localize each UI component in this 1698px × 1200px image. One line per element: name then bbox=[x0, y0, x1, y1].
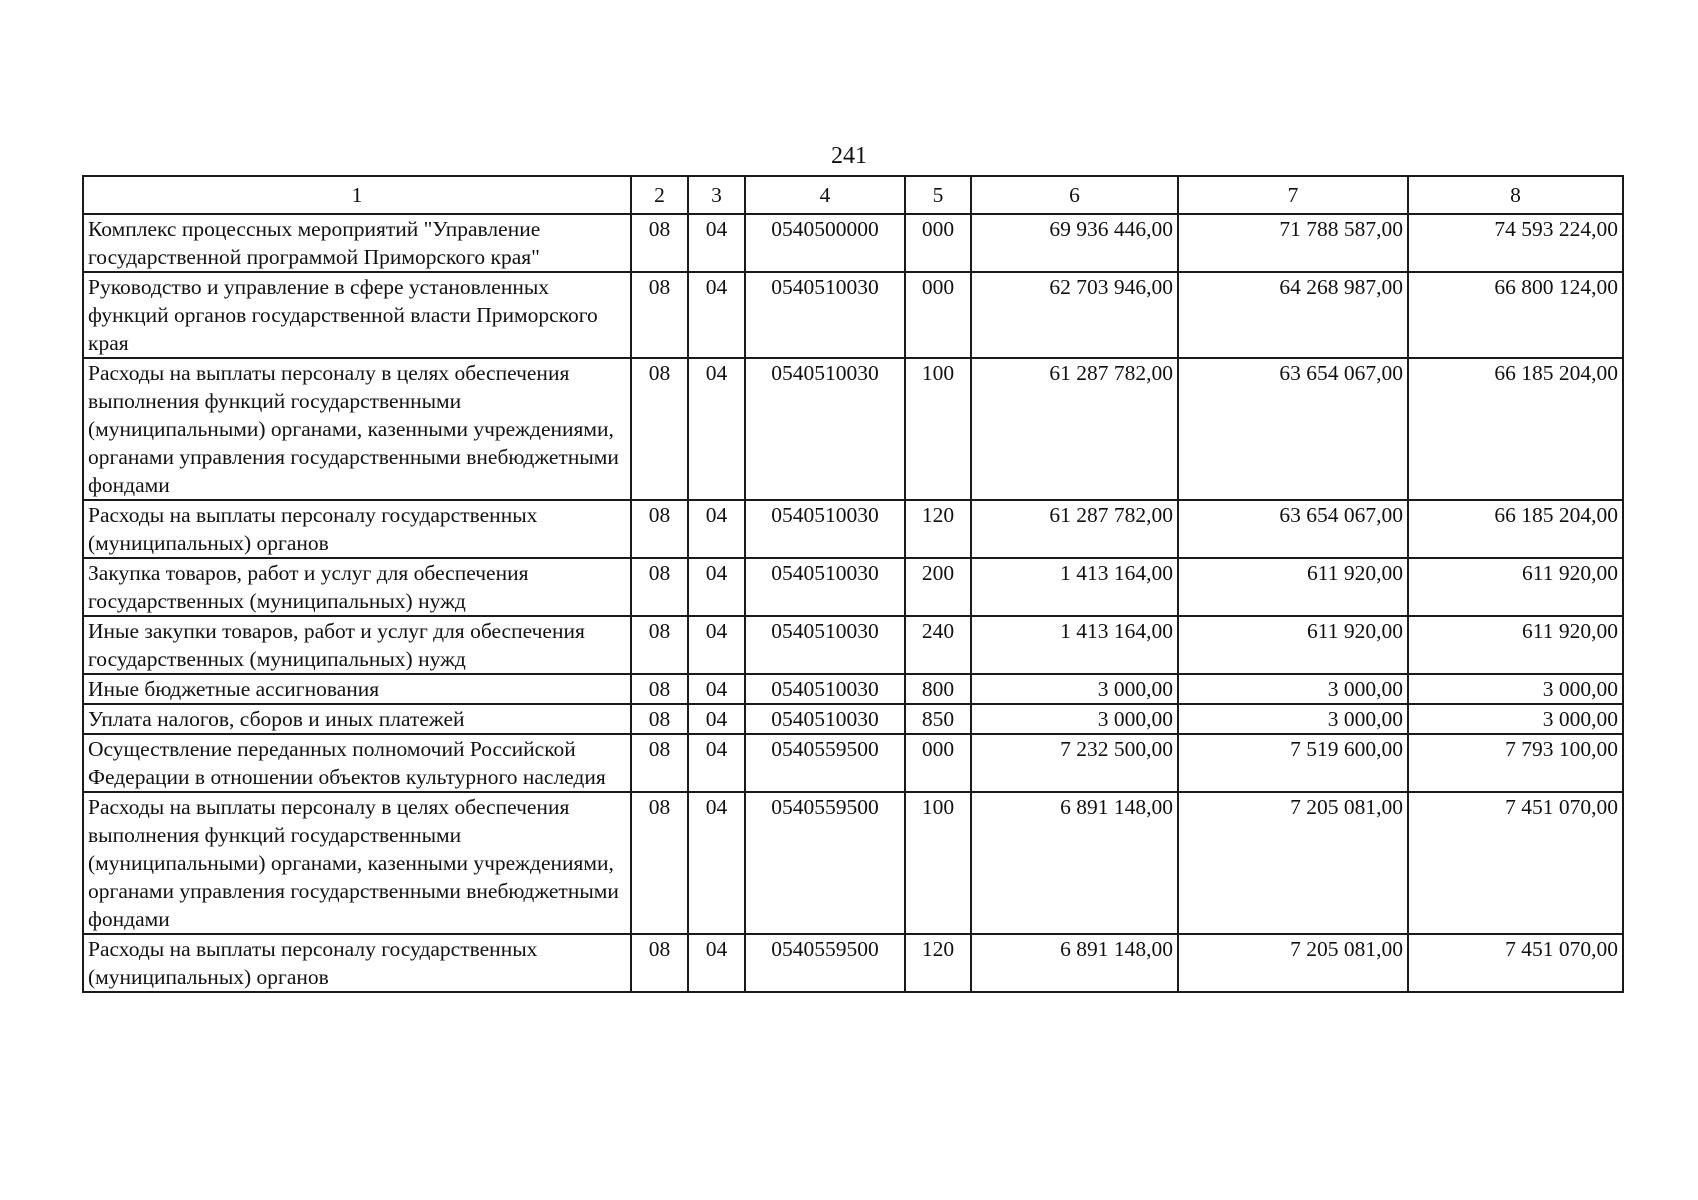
row-sum-1: 61 287 782,00 bbox=[971, 358, 1178, 500]
row-sum-1: 6 891 148,00 bbox=[971, 934, 1178, 992]
row-sum-3: 66 800 124,00 bbox=[1408, 272, 1623, 358]
row-sum-1: 1 413 164,00 bbox=[971, 616, 1178, 674]
row-razdel: 08 bbox=[631, 792, 688, 934]
row-name: Иные закупки товаров, работ и услуг для обеспечения государственных (муниципальных) нужд bbox=[83, 616, 631, 674]
row-vr: 000 bbox=[905, 734, 971, 792]
row-sum-2: 3 000,00 bbox=[1178, 674, 1408, 704]
row-podrazdel: 04 bbox=[688, 500, 745, 558]
row-vr: 000 bbox=[905, 272, 971, 358]
row-name: Расходы на выплаты персоналу государственных (муниципальных) органов bbox=[83, 500, 631, 558]
row-sum-2: 7 519 600,00 bbox=[1178, 734, 1408, 792]
row-name: Расходы на выплаты персоналу государственных (муниципальных) органов bbox=[83, 934, 631, 992]
row-razdel: 08 bbox=[631, 616, 688, 674]
row-vr: 240 bbox=[905, 616, 971, 674]
row-sum-3: 7 451 070,00 bbox=[1408, 934, 1623, 992]
row-razdel: 08 bbox=[631, 934, 688, 992]
page-number: 241 bbox=[831, 143, 867, 169]
row-sum-3: 611 920,00 bbox=[1408, 558, 1623, 616]
row-csr: 0540559500 bbox=[745, 734, 905, 792]
row-sum-2: 63 654 067,00 bbox=[1178, 358, 1408, 500]
row-sum-1: 7 232 500,00 bbox=[971, 734, 1178, 792]
row-vr: 120 bbox=[905, 934, 971, 992]
row-sum-1: 1 413 164,00 bbox=[971, 558, 1178, 616]
row-csr: 0540510030 bbox=[745, 558, 905, 616]
row-csr: 0540559500 bbox=[745, 792, 905, 934]
row-sum-1: 3 000,00 bbox=[971, 704, 1178, 734]
row-csr: 0540559500 bbox=[745, 934, 905, 992]
row-podrazdel: 04 bbox=[688, 214, 745, 272]
table-row bbox=[83, 558, 1623, 616]
row-sum-2: 611 920,00 bbox=[1178, 558, 1408, 616]
row-name: Руководство и управление в сфере установленных функций органов государственной власти Приморского края bbox=[83, 272, 631, 358]
row-razdel: 08 bbox=[631, 558, 688, 616]
row-sum-3: 66 185 204,00 bbox=[1408, 358, 1623, 500]
row-razdel: 08 bbox=[631, 500, 688, 558]
table-row bbox=[83, 674, 1623, 704]
header-row bbox=[83, 176, 1623, 214]
row-sum-2: 3 000,00 bbox=[1178, 704, 1408, 734]
table-row bbox=[83, 214, 1623, 272]
header-col-5: 5 bbox=[905, 176, 971, 214]
row-vr: 200 bbox=[905, 558, 971, 616]
row-razdel: 08 bbox=[631, 358, 688, 500]
row-sum-2: 63 654 067,00 bbox=[1178, 500, 1408, 558]
row-csr: 0540500000 bbox=[745, 214, 905, 272]
row-csr: 0540510030 bbox=[745, 674, 905, 704]
row-sum-2: 71 788 587,00 bbox=[1178, 214, 1408, 272]
row-sum-2: 64 268 987,00 bbox=[1178, 272, 1408, 358]
row-razdel: 08 bbox=[631, 674, 688, 704]
row-podrazdel: 04 bbox=[688, 934, 745, 992]
row-podrazdel: 04 bbox=[688, 616, 745, 674]
row-name: Расходы на выплаты персоналу в целях обеспечения выполнения функций государственными (муниципальными) органами, казенными учреждениями, органами управления государственными внебюджетными фондами bbox=[83, 792, 631, 934]
row-podrazdel: 04 bbox=[688, 734, 745, 792]
row-sum-3: 74 593 224,00 bbox=[1408, 214, 1623, 272]
row-name: Закупка товаров, работ и услуг для обеспечения государственных (муниципальных) нужд bbox=[83, 558, 631, 616]
row-vr: 850 bbox=[905, 704, 971, 734]
row-sum-3: 3 000,00 bbox=[1408, 674, 1623, 704]
row-vr: 000 bbox=[905, 214, 971, 272]
header-col-2: 2 bbox=[631, 176, 688, 214]
row-razdel: 08 bbox=[631, 704, 688, 734]
row-csr: 0540510030 bbox=[745, 616, 905, 674]
row-sum-2: 611 920,00 bbox=[1178, 616, 1408, 674]
row-csr: 0540510030 bbox=[745, 272, 905, 358]
budget-table bbox=[82, 175, 1624, 993]
row-razdel: 08 bbox=[631, 734, 688, 792]
row-name: Осуществление переданных полномочий Российской Федерации в отношении объектов культурного наследия bbox=[83, 734, 631, 792]
row-sum-3: 7 451 070,00 bbox=[1408, 792, 1623, 934]
row-razdel: 08 bbox=[631, 214, 688, 272]
row-sum-1: 61 287 782,00 bbox=[971, 500, 1178, 558]
row-name: Уплата налогов, сборов и иных платежей bbox=[83, 704, 631, 734]
row-csr: 0540510030 bbox=[745, 704, 905, 734]
row-sum-1: 62 703 946,00 bbox=[971, 272, 1178, 358]
table-row bbox=[83, 792, 1623, 934]
table-row bbox=[83, 272, 1623, 358]
row-razdel: 08 bbox=[631, 272, 688, 358]
row-vr: 120 bbox=[905, 500, 971, 558]
row-csr: 0540510030 bbox=[745, 500, 905, 558]
row-sum-3: 3 000,00 bbox=[1408, 704, 1623, 734]
header-col-8: 8 bbox=[1408, 176, 1623, 214]
header-col-1: 1 bbox=[83, 176, 631, 214]
row-sum-3: 7 793 100,00 bbox=[1408, 734, 1623, 792]
row-sum-3: 611 920,00 bbox=[1408, 616, 1623, 674]
row-podrazdel: 04 bbox=[688, 558, 745, 616]
row-sum-1: 6 891 148,00 bbox=[971, 792, 1178, 934]
table-row bbox=[83, 500, 1623, 558]
row-vr: 100 bbox=[905, 358, 971, 500]
header-col-7: 7 bbox=[1178, 176, 1408, 214]
row-name: Комплекс процессных мероприятий "Управление государственной программой Приморского края" bbox=[83, 214, 631, 272]
row-podrazdel: 04 bbox=[688, 358, 745, 500]
row-podrazdel: 04 bbox=[688, 674, 745, 704]
row-vr: 800 bbox=[905, 674, 971, 704]
row-podrazdel: 04 bbox=[688, 704, 745, 734]
row-podrazdel: 04 bbox=[688, 272, 745, 358]
table-row bbox=[83, 704, 1623, 734]
row-name: Иные бюджетные ассигнования bbox=[83, 674, 631, 704]
row-csr: 0540510030 bbox=[745, 358, 905, 500]
row-sum-2: 7 205 081,00 bbox=[1178, 792, 1408, 934]
row-sum-2: 7 205 081,00 bbox=[1178, 934, 1408, 992]
header-col-3: 3 bbox=[688, 176, 745, 214]
table-row bbox=[83, 934, 1623, 992]
row-podrazdel: 04 bbox=[688, 792, 745, 934]
row-sum-1: 3 000,00 bbox=[971, 674, 1178, 704]
table-row bbox=[83, 734, 1623, 792]
table-row bbox=[83, 358, 1623, 500]
row-sum-3: 66 185 204,00 bbox=[1408, 500, 1623, 558]
header-col-4: 4 bbox=[745, 176, 905, 214]
row-sum-1: 69 936 446,00 bbox=[971, 214, 1178, 272]
header-col-6: 6 bbox=[971, 176, 1178, 214]
row-name: Расходы на выплаты персоналу в целях обеспечения выполнения функций государственными (муниципальными) органами, казенными учреждениями, органами управления государственными внебюджетными фондами bbox=[83, 358, 631, 500]
row-vr: 100 bbox=[905, 792, 971, 934]
table-row bbox=[83, 616, 1623, 674]
